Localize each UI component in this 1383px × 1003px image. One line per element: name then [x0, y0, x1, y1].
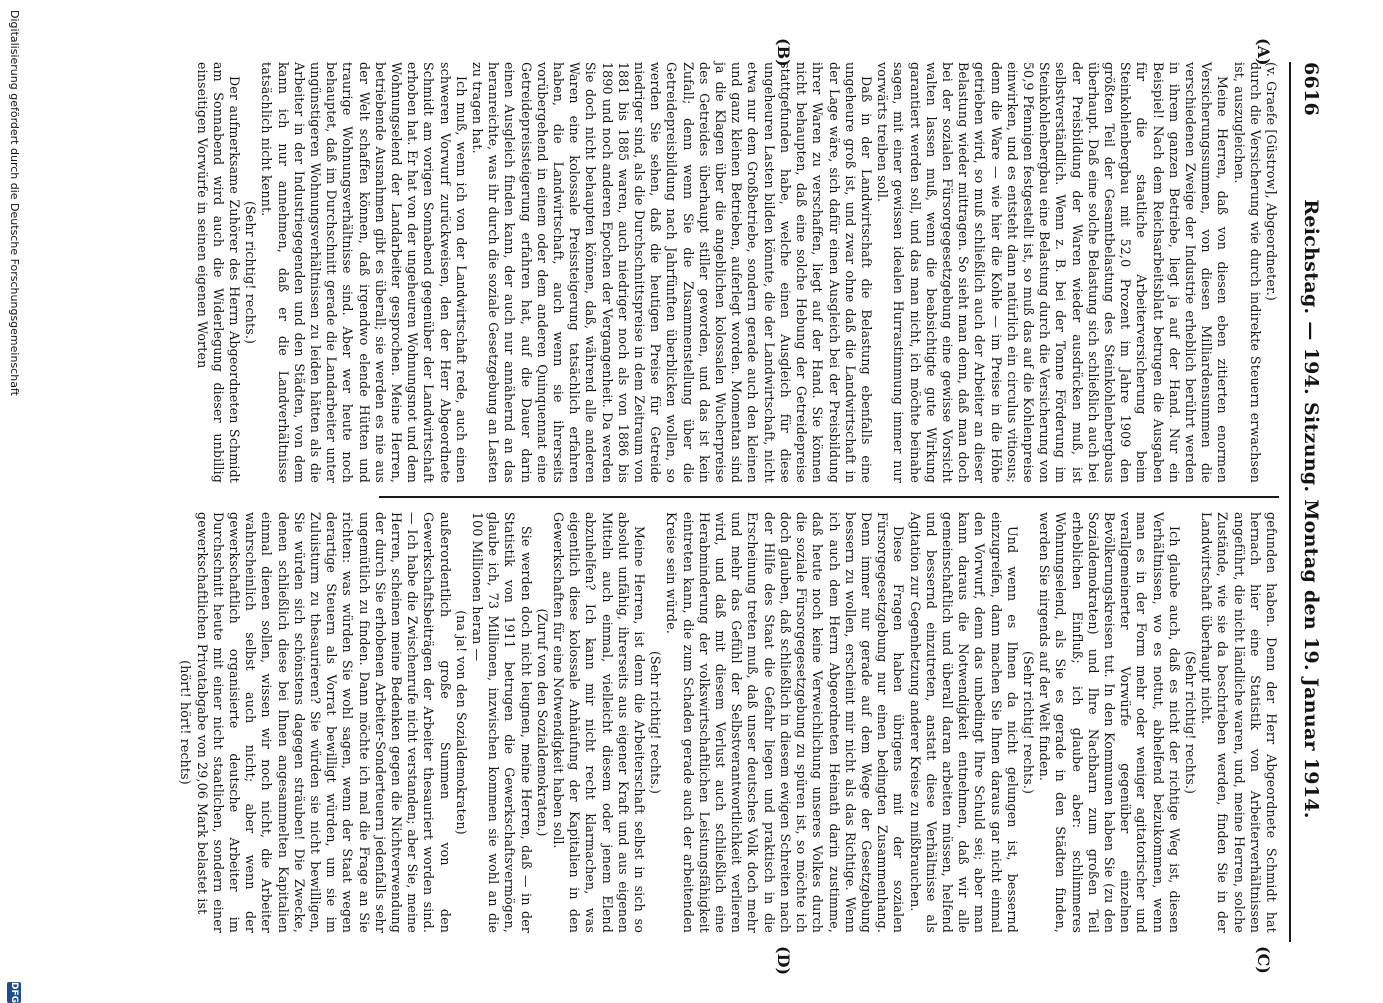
- column-divider: [379, 496, 1279, 498]
- speaker-line: (v. Graefe [Güstrow], Abgeordneter.): [1264, 62, 1279, 301]
- paragraph: Und wenn es Ihnen da nicht gelungen ist, bessernd einzugreifen, dann machen Sie Ihnen daraus gar nicht einmal den Vorwurf, denn das unbedingt Ihre Schuld sei; aber man kann daraus die Notwendigkeit entnehmen, daß wir alle gemeinschaftlich und überall daran arbeiten müssen, helfend und bessernd einzutreten, anstatt diese Verhältnisse als Agitation zur Gegenhetzung anderer Kreise zu mißbrauchen.: [907, 512, 1020, 933]
- paragraph: Der aufmerksame Zuhörer des Herrn Abgeordneten Schmidt am Sonnabend wird auch die Widerlegung dieser unbillig einseitigen Vorwürfe in seinen eigenen Worten: [194, 62, 242, 483]
- interjection: (Sehr richtig! rechts.): [1182, 650, 1198, 795]
- paragraph: Ich muß, wenn ich von der Landwirtschaft rede, auch einen schweren Vorwurf zurückweisen, den der Herr Abgeordnete Schmidt am vorigen Sonnabend gegenüber der Landwirtschaft erhoben hat. Er hat von der ungeheuren Wohnungsnot und dem Wohnungselend der Landarbeiter gesprochen. Meine Herren, betriebende Ausnahmen gibt es überall; sie werden es nie aus der Welt schaffen können, daß irgendwo elende Hütten und traurige Wohnungsverhältnisse sind. Aber wer heute noch behauptet, daß im Durchschnitt gerade die Landarbeiter unter ungünstigeren Wohnungsverhältnissen zu leiden hätten als die Arbeiter in der Industriegegenden und den Städten, von dem kann ich nur annehmen, daß er die Landverhältnisse tatsächlich nicht kennt.: [259, 62, 469, 483]
- margin-mark-a: (A): [1254, 38, 1273, 66]
- interjection: (Sehr richtig! rechts.): [648, 650, 664, 795]
- dfg-logo: DFG: [9, 982, 19, 1003]
- credit-text: Digitalisierung gefördert durch die Deutsche Forschungsgemeinschaft: [8, 10, 21, 396]
- left-text-column: [194, 62, 1279, 483]
- interjection: (Sehr richtig! rechts.): [243, 200, 259, 345]
- paragraph: durch die Versicherung wie durch indirekte Steuern erwachsen ist, auszugleichen.: [1231, 62, 1263, 483]
- digitization-credit: [3, 0, 25, 1003]
- interjection: (na ja! von den Sozialdemokraten): [453, 610, 469, 835]
- paragraph: Daß in der Landwirtschaft die Belastung ebenfalls eine ungeheure groß ist, und zwar ohne daß die Landwirtschaft in der Lage wäre, sich dafür einen Ausgleich bei der Preisbildung ihrer Waren zu verschaffen, liegt auf der Hand. Sie können nicht behaupten, daß eine solche Hebung der Getreidepreise stattgefunden habe, welche einen Ausgleich für diese ungeheuren Lasten bilden könnte, die der Landwirtschaft, nicht etwa nur dem Großbetriebe, sondern gerade auch den kleinen und ganz kleinen Betrieben, auferlegt worden. Momentan sind ja die Klagen über die angeblichen kolossalen Wucherpreise des Getreides überhaupt stiller geworden, und das ist kein Zufall; denn wenn Sie die Zusammenstellung über die Getreidepreisbildung nach Jahrfünften überblicken wollen, so werden Sie sehen, daß die heutigen Preise für Getreide niedriger sind, als die Durchschnittspreise in dem Zeitraum von 1881 bis 1885 waren, auch niedriger noch als von 1886 bis 1890 und noch anderen Epochen der Vergangenheit. Da werden Sie doch nicht behaupten können, daß, während alle anderen Waren eine kolossale Preissteigerung tatsächlich erfahren haben, die Landwirtschaft, auch wenn sie ihrerseits vorübergehend in einem oder dem anderen Quinquennat eine Getreidepreissteigerung erfahren hat, auf die Dauer darin einen Ausgleich finden kann, der auch nur annähernd an das heranreichte, was ihr durch die soziale Gesetzgebung an Lasten zu tragen hat.: [470, 62, 874, 483]
- margin-mark-d: (D): [774, 946, 793, 976]
- paragraph: Diese Fragen haben übrigens mit der sozialen Fürsorgegesetzgebung nur einen bedingten Zusammenhang. Denn immer nur gerade auf dem Wege der Gesetzgebung bessern zu wollen, erscheint mir nicht als das Richtige. Wenn ich auch dem Herrn Abgeordneten Heinath darin zustimme, daß heute noch keine Verweichlichung unseres Volkes durch die soziale Fürsorgegesetzgebung zu spüren ist, so möchte ich doch glauben, daß schließlich in diesem ewigen Schreiten nach der Hilfe des Staat die Gefahr liegen und praktisch in die Erscheinung treten muß, daß unser deutsches Volk doch mehr und mehr das Gefühl der Selbstverantwortlichkeit verlieren wird, und daß mit diesem Verlust auch schließlich eine Herabminderung der volkswirtschaftlichen Leistungsfähigkeit eintreten kann, die zum Schaden gerade auch der arbeitenden Kreise sein würde.: [664, 512, 907, 933]
- interjection: (Zuruf von den Sozialdemokraten.): [534, 608, 550, 837]
- page-number: 6616: [1300, 62, 1322, 117]
- paragraph: Ich glaube auch, daß es nicht der richtige Weg ist, diesen Verhältnissen, wo es nottut, abhelfend beizukommen, wenn man es in der Form mehr oder weniger agitatorischer und verallgemeinerter Vorwürfe gegenüber einzelnen Bevölkerungskreisen tut. In den Kommunen haben Sie (zu den Sozialdemokraten) und Ihre Nachbarn zum großen Teil erheblichen Einfluß; ich glaube aber: schlimmeres Wohnungselend, als Sie es gerade in den Städten finden, werden Sie nirgends auf der Welt finden.: [1037, 512, 1182, 933]
- interjection: (hört! hört! rechts): [178, 660, 194, 785]
- paragraph: außerordentlich große Summen von den Gewerkschaftsbeiträgen der Arbeiter thesauriert worden sind. — Ich habe die Zwischenrufe nicht verstanden; aber Sie, meine Herren, scheinen meine Bedenken gegen die Nichtverwendung der durch Sie erhobenen Arbeiter-Sonderteuern jedenfalls sehr ungemütlich zu finden. Dann möchte ich mal die Frage an Sie richten: was würden Sie wohl sagen, wenn der Staat wegen derartige Steuern als Vorrat bewilligt würden, um sie im Zuluisturm zu thesaurieren? Sie würden sie nicht bewilligen, Sie würden sich schönstens dagegen sträuben! Die Zwecke, denen schließlich diese bei Ihnen angesammelten Kapitalien einmal dienen sollen, wissen wir noch nicht, die Arbeiter wahrscheinlich selbst auch nicht; aber wenn der gewerkschaftlich organisierte deutsche Arbeiter im Durchschnitt heute mit einer nicht staatlichen, sondern einer gewerkschaftlichen Privatabgabe von 29,06 Mark belastet ist: [194, 512, 453, 933]
- right-text-column: [178, 512, 1279, 933]
- margin-mark-c: (C): [1254, 946, 1273, 974]
- paragraph: gefunden haben. Denn der Herr Abgeordnete Schmidt hat hernach hier eine Statistik von Arbeiterverhältnissen angeführt, die nicht ländliche waren, und, meine Herren, solche Zustände, wie sie da beschrieben werden, finden Sie in der Landwirtschaft überhaupt nicht.: [1199, 512, 1279, 933]
- paragraph: Meine Herren, daß von diesen eben zitierten enormen Versicherungssummen, von diesen Milliardensummen die verschiedenen Zweige der Industrie erheblich berührt werden in ihrem ganzen Betriebe, liegt ja auf der Hand. Nur ein Beispiel! Nach dem Reichsarbeitsblatt betrugen die Ausgaben für die staatliche Arbeiterversicherung beim Steinkohlenbergbau mit 52,0 Prozent im Jahre 1909 den größten Teil der Gesamtbelastung des Steinkohlenbergbaus überhaupt. Daß eine solche Belastung sich schließlich auch bei der Preisbildung der Waren wieder ausdrücken muß, ist selbstverständlich. Wenn z. B. bei der Tonne Förderung im Steinkohlenbergbau eine Belastung durch die Versicherung von 50,9 Pfennigen festgestellt ist, so muß das auf die Kohlenpreise einwirken, und es entsteht dann natürlich ein circulus vitiosus; denn die Ware — wie hier die Kohle — im Preise in die Höhe getrieben wird, so muß schließlich auch der Arbeiter an dieser Belastung wieder mittragen. So sieht man denn, daß man doch bei der sozialen Fürsorgegesetzgebung eine gewisse Vorsicht walten lassen muß, wenn die beabsichtigte gute Wirkung garantiert werden soll, und das man nicht, ich möchte beinahe sagen, mit einer gewissen idealen Hurrastimmung immer nur vorwärts treiben soll.: [875, 62, 1231, 483]
- interjection: (Sehr richtig! rechts.): [1020, 650, 1036, 795]
- page-title: Reichstag. — 194. Sitzung. Montag den 19. Januar 1914.: [1300, 199, 1322, 819]
- page-header: [1289, 62, 1331, 942]
- paragraph: Meine Herren, ist denn die Arbeiterschaft selbst in sich so absolut unfähig, ihrerseits aus eigener Kraft und aus eigenen Mitteln auch einmal, vielleicht diesem oder jenem Elend abzuhelfen? Ich kann mir nicht recht klarmachen, was eigentlich diese kolossale Anhäufung der Kapitalien in den Gewerkschaften für eine Notwendigkeit haben soll.: [551, 512, 648, 933]
- paragraph: Sie werden doch nicht leugnen, meine Herren, daß — in der Statistik von 1911 betrugen die Gewerkschaftsvermögen, glaube ich, 73 Millionen, inzwischen kommen sie wohl an die 100 Millionen heran —: [470, 512, 534, 933]
- margin-mark-b: (B): [774, 38, 793, 67]
